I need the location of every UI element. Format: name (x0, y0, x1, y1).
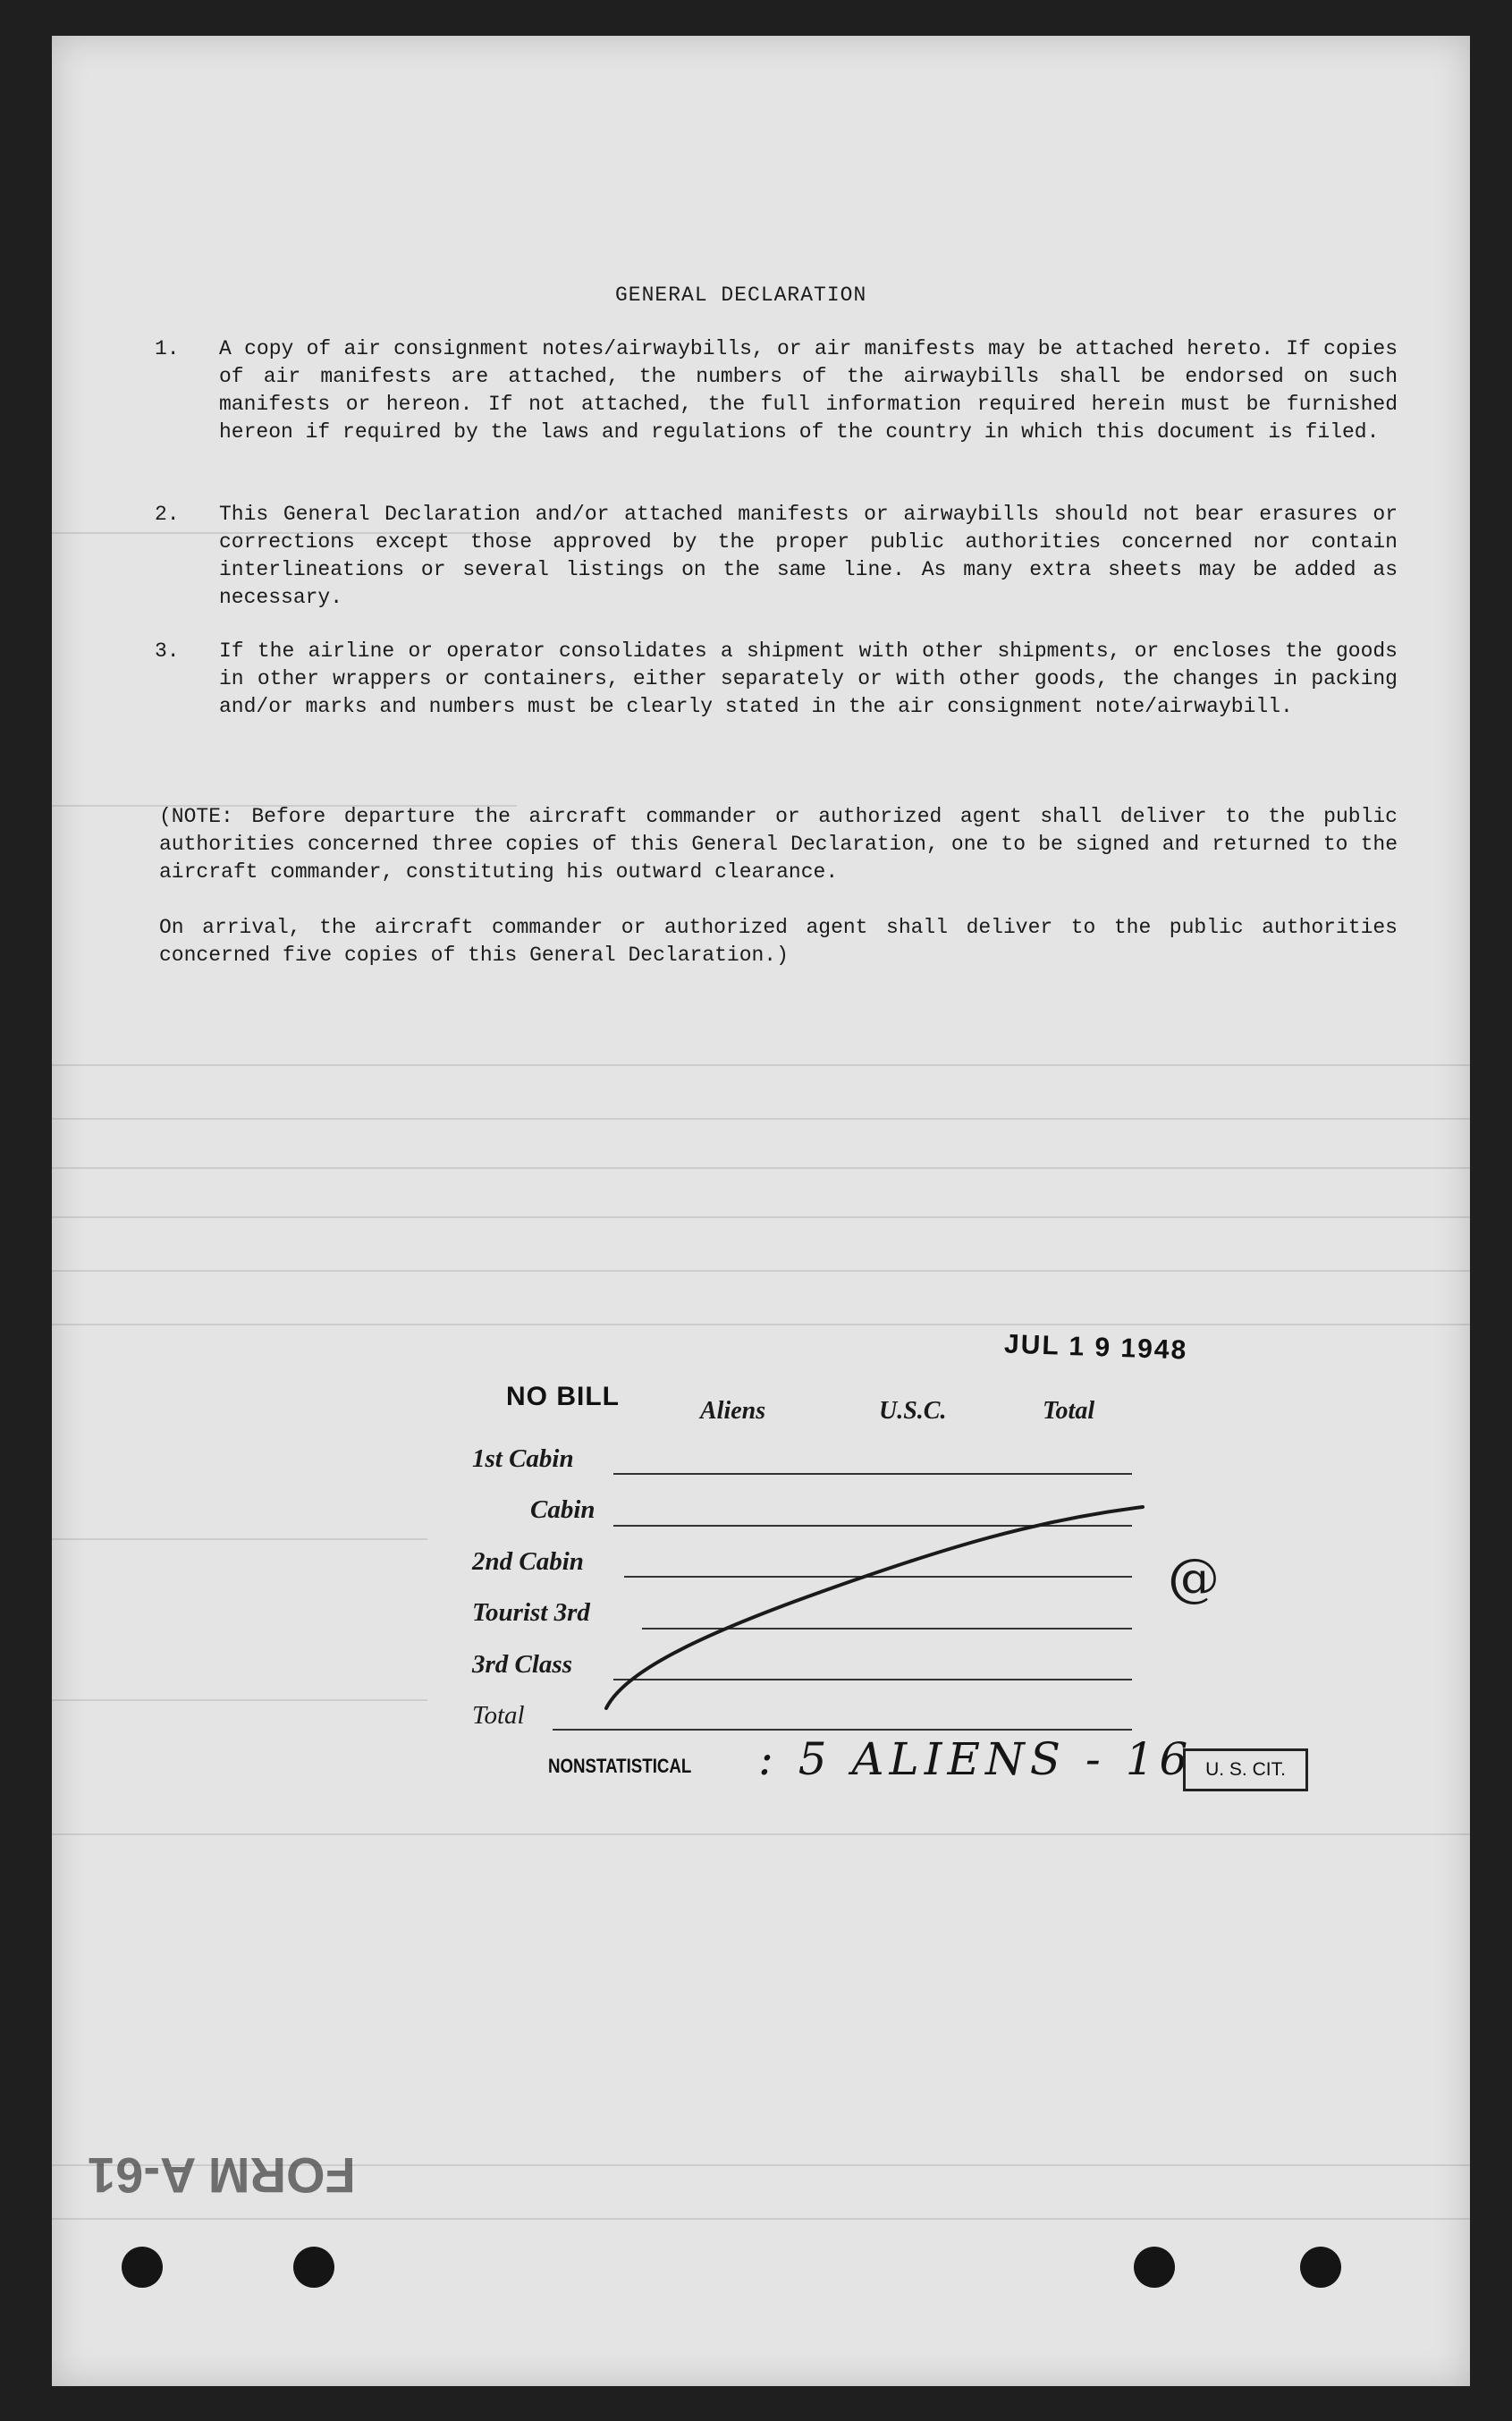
punch-hole-4 (1300, 2247, 1341, 2288)
punch-hole-1 (122, 2247, 163, 2288)
row-label-second-cabin: 2nd Cabin (472, 1547, 584, 1576)
handwritten-alien-count: : 5 ALIENS - 16 (758, 1733, 1194, 1785)
row-label-tourist-third: Tourist 3rd (472, 1598, 590, 1627)
document-page (52, 36, 1470, 2386)
item-text: This General Declaration and/or attached manifests or airwaybills should not bear erasures or corrections except those approved by the proper public authorities concerned nor contain interlineations or several listings on the same line. As many extra sheets may be added as necessary. (219, 503, 1398, 609)
margin-mark: @ (1168, 1547, 1220, 1608)
us-citizen-box-stamp: U. S. CIT. (1183, 1748, 1308, 1791)
row-label-cabin: Cabin (530, 1495, 596, 1524)
item-text: If the airline or operator consolidates a shipment with other shipments, or encloses the goods in other wrappers or containers, either separately or with other goods, the changes in packing and/or marks and numbers must be clearly stated in the air consignment note/airwaybill. (219, 639, 1398, 718)
column-header-usc: U.S.C. (879, 1397, 947, 1425)
punch-hole-3 (1134, 2247, 1175, 2288)
column-header-aliens: Aliens (700, 1397, 766, 1425)
form-identifier: FORM A-61 (88, 2147, 356, 2204)
row-label-first-cabin: 1st Cabin (472, 1444, 574, 1473)
column-header-total: Total (1043, 1397, 1095, 1425)
item-text: A copy of air consignment notes/airwaybills, or air manifests may be attached hereto. If copies of air manifests are attached, the numbers of the airwaybills shall be endorsed on such manifests or hereon. If not attached, the full information required herein must be furnished hereon if required by the laws and regulations of the country in which this document is filed. (219, 337, 1398, 444)
item-number: 2. (155, 503, 180, 526)
item-number: 3. (155, 639, 180, 663)
row-label-third-class: 3rd Class (472, 1650, 573, 1679)
punch-hole-2 (293, 2247, 334, 2288)
date-stamp: JUL 1 9 1948 (1003, 1329, 1188, 1366)
nonstatistical-stamp: NONSTATISTICAL (548, 1755, 692, 1777)
item-number: 1. (155, 337, 180, 360)
no-bill-stamp: NO BILL (506, 1382, 620, 1411)
declaration-heading: GENERAL DECLARATION (615, 284, 867, 307)
handwritten-strike-line (52, 36, 1470, 2386)
row-label-total: Total (472, 1701, 525, 1730)
note-paragraph-departure: (NOTE: Before departure the aircraft commander or authorized agent shall deliver to the public authorities concerned three copies of this General Declaration, one to be signed and returned to the aircraft commander, constituting his outward clearance. (159, 805, 1398, 884)
note-paragraph-arrival: On arrival, the aircraft commander or authorized agent shall deliver to the public authorities concerned five copies of this General Declaration.) (159, 916, 1398, 967)
